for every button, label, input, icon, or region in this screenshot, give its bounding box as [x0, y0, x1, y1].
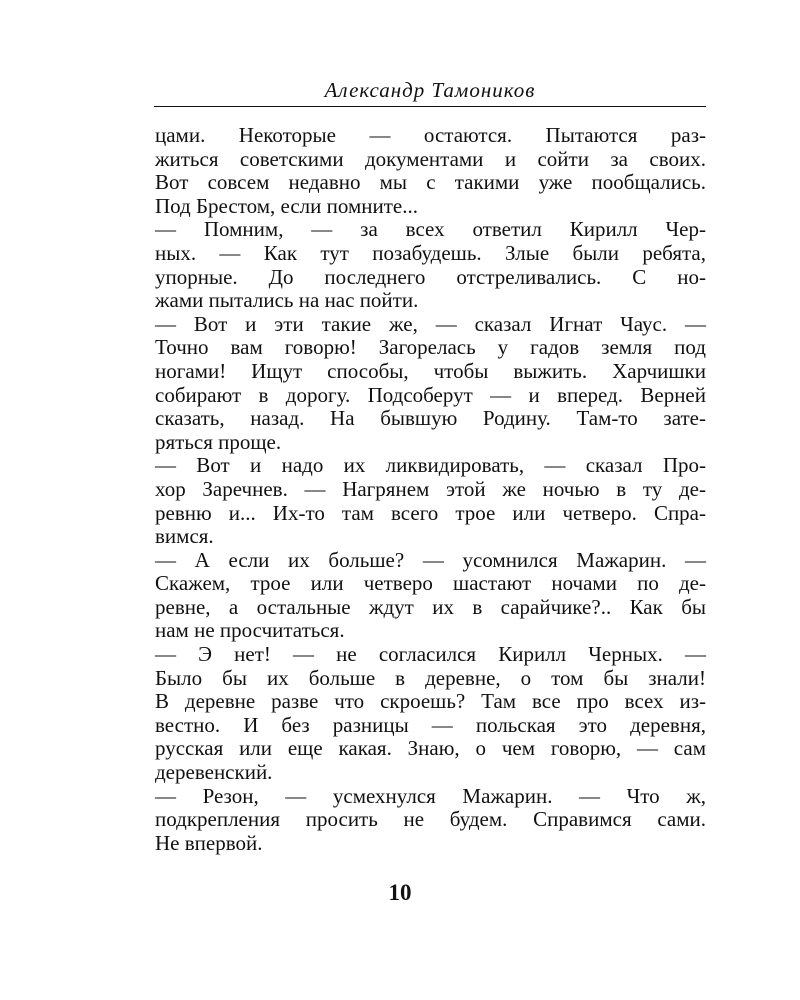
- text-line: сказать, назад. На бывшую Родину. Там-то зате-: [155, 406, 706, 431]
- text-line: Было бы их больше в деревне, о том бы знали!: [155, 665, 706, 690]
- running-header-author: Александр Тамоников: [324, 78, 536, 102]
- text-line: Не впервой.: [155, 830, 263, 855]
- text-line: — Вот и надо их ликвидировать, — сказал Про-: [155, 453, 706, 478]
- text-line: Скажем, трое или четверо шастают ночами по де-: [155, 571, 706, 596]
- text-line: деревенский.: [155, 760, 273, 785]
- text-line: — А если их больше? — усомнился Мажарин. —: [155, 547, 706, 572]
- text-line: упорные. До последнего отстреливались. С но-: [155, 264, 706, 289]
- text-line: жами пытались на нас пойти.: [155, 288, 419, 313]
- text-line: хор Заречнев. — Нагрянем этой же ночью в ту де-: [155, 476, 706, 501]
- text-line: ревню и... Их-то там всего трое или четверо. Спра-: [155, 500, 706, 525]
- text-line: — Помним, — за всех ответил Кирилл Чер-: [155, 217, 706, 242]
- text-line: — Э нет! — не согласился Кирилл Черных. —: [155, 642, 706, 667]
- header-divider: [154, 106, 706, 107]
- text-line: Вот совсем недавно мы с такими уже пообщались.: [155, 170, 706, 195]
- text-line: житься советскими документами и сойти за своих.: [155, 146, 706, 171]
- text-line: нам не просчитаться.: [155, 618, 345, 643]
- text-line: ревне, а остальные ждут их в сарайчике?.. Как бы: [155, 594, 706, 619]
- body-text: [155, 124, 706, 855]
- text-line: Под Брестом, если помните...: [155, 193, 418, 218]
- text-line: Точно вам говорю! Загорелась у гадов земля под: [155, 335, 706, 360]
- text-line: цами. Некоторые — остаются. Пытаются раз-: [155, 123, 706, 147]
- text-line: подкрепления просить не будем. Справимся сами.: [155, 807, 706, 832]
- text-line: ряться проще.: [155, 429, 282, 454]
- text-line: вимся.: [155, 524, 214, 549]
- text-line: ногами! Ищут способы, чтобы выжить. Харчишки: [155, 358, 706, 383]
- text-line: вестно. И без разницы — польская это деревня,: [155, 712, 706, 737]
- text-line: — Резон, — усмехнулся Мажарин. — Что ж,: [155, 783, 706, 808]
- text-line: — Вот и эти такие же, — сказал Игнат Чаус. —: [155, 311, 706, 336]
- text-line: русская или еще какая. Знаю, о чем говорю, — сам: [155, 736, 706, 761]
- text-line: ных. — Как тут позабудешь. Злые были ребята,: [155, 240, 706, 265]
- page-number: 10: [388, 880, 412, 905]
- text-line: собирают в дорогу. Подсоберут — и вперед. Верней: [155, 382, 706, 407]
- text-line: В деревне разве что скроешь? Там все про всех из-: [155, 689, 706, 714]
